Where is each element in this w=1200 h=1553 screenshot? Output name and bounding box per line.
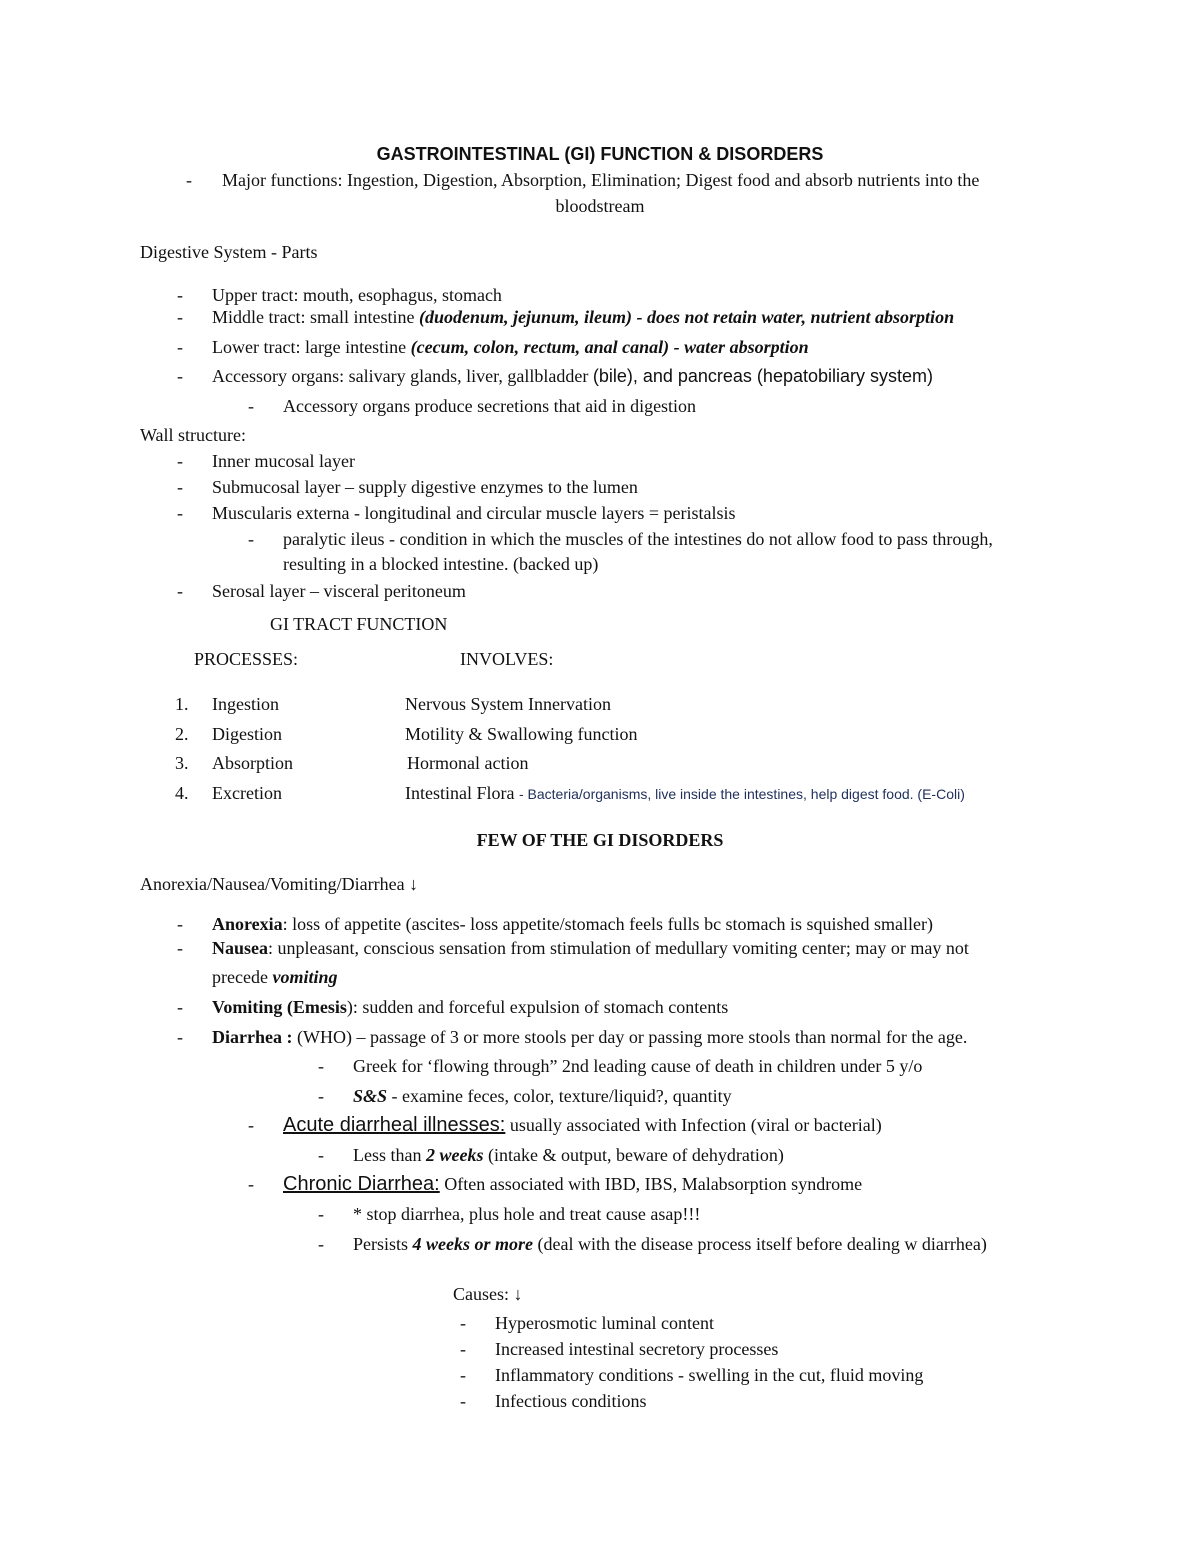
process-absorption: Absorption <box>212 753 293 773</box>
bullet-dash: - <box>177 997 183 1017</box>
bullet-dash: - <box>177 477 183 497</box>
process-ingestion: Ingestion <box>212 694 279 714</box>
middle-tract: Middle tract: small intestine (duodenum, jejunum, ileum) - does not retain water, nutrient absorption <box>212 307 955 327</box>
involves-digestion: Motility & Swallowing function <box>405 724 638 744</box>
bullet-dash: - <box>318 1234 324 1254</box>
bullet-dash: - <box>248 529 254 549</box>
acute-duration: Less than 2 weeks (intake & output, beware of dehydration) <box>353 1145 784 1165</box>
bullet-dash: - <box>177 285 183 305</box>
involves-excretion: Intestinal Flora - Bacteria/organisms, live inside the intestines, help digest food. (E-Coli) <box>405 783 965 803</box>
list-number: 1. <box>175 694 189 714</box>
involves-absorption: Hormonal action <box>407 753 529 773</box>
list-number: 3. <box>175 753 189 773</box>
wall-heading: Wall structure: <box>140 425 247 445</box>
paralytic-ileus-line-1: paralytic ileus - condition in which the muscles of the intestines do not allow food to pass through, <box>283 529 993 549</box>
bullet-dash: - <box>186 170 192 190</box>
paralytic-ileus-line-2: resulting in a blocked intestine. (backed up) <box>283 554 599 574</box>
bullet-dash: - <box>460 1339 466 1359</box>
bullet-dash: - <box>177 914 183 934</box>
intestinal-flora-note: - Bacteria/organisms, live inside the intestines, help digest food. (E-Coli) <box>518 786 965 802</box>
bullet-dash: - <box>460 1365 466 1385</box>
causes-heading: Causes: ↓ <box>453 1284 523 1304</box>
list-number: 2. <box>175 724 189 744</box>
bullet-dash: - <box>177 1027 183 1047</box>
involves-ingestion: Nervous System Innervation <box>405 694 611 714</box>
bullet-dash: - <box>460 1313 466 1333</box>
serosal-layer: Serosal layer – visceral peritoneum <box>212 581 466 601</box>
cause-item: Infectious conditions <box>495 1391 647 1411</box>
nausea-item-continued: precede vomiting <box>212 967 338 987</box>
accessory-organs: Accessory organs: salivary glands, liver, gallbladder (bile), and pancreas (hepatobiliary system) <box>212 366 933 386</box>
inner-mucosal-layer: Inner mucosal layer <box>212 451 355 471</box>
diarrhea-item: Diarrhea : (WHO) – passage of 3 or more stools per day or passing more stools than normal for the age. <box>212 1027 968 1047</box>
acute-diarrhea: Acute diarrheal illnesses: usually associated with Infection (viral or bacterial) <box>283 1114 882 1136</box>
accessory-organs-note: Accessory organs produce secretions that aid in digestion <box>283 396 697 416</box>
bullet-dash: - <box>177 337 183 357</box>
submucosal-layer: Submucosal layer – supply digestive enzymes to the lumen <box>212 477 638 497</box>
chronic-note: * stop diarrhea, plus hole and treat cause asap!!! <box>353 1204 701 1224</box>
chronic-diarrhea: Chronic Diarrhea: Often associated with IBD, IBS, Malabsorption syndrome <box>283 1173 863 1195</box>
bullet-dash: - <box>177 581 183 601</box>
process-excretion: Excretion <box>212 783 282 803</box>
bullet-dash: - <box>318 1086 324 1106</box>
diarrhea-greek: Greek for ‘flowing through” 2nd leading cause of death in children under 5 y/o <box>353 1056 923 1076</box>
digestive-heading: Digestive System - Parts <box>140 242 318 262</box>
bullet-dash: - <box>248 1115 254 1135</box>
bullet-dash: - <box>177 938 183 958</box>
upper-tract: Upper tract: mouth, esophagus, stomach <box>212 285 502 305</box>
disorders-heading: FEW OF THE GI DISORDERS <box>476 830 724 850</box>
bullet-dash: - <box>177 451 183 471</box>
lower-tract: Lower tract: large intestine (cecum, colon, rectum, anal canal) - water absorption <box>212 337 809 357</box>
middle-tract-emphasis: (duodenum, jejunum, ileum) - does not retain water, nutrient absorption <box>418 307 955 327</box>
cause-item: Increased intestinal secretory processes <box>495 1339 779 1359</box>
cause-item: Hyperosmotic luminal content <box>495 1313 714 1333</box>
cause-item: Inflammatory conditions - swelling in the cut, fluid moving <box>495 1365 924 1385</box>
bullet-dash: - <box>248 396 254 416</box>
bullet-dash: - <box>177 503 183 523</box>
bullet-dash: - <box>248 1174 254 1194</box>
nausea-item: Nausea: unpleasant, conscious sensation from stimulation of medullary vomiting center; may or may not <box>212 938 969 958</box>
bullet-dash: - <box>460 1391 466 1411</box>
disorders-subheading: Anorexia/Nausea/Vomiting/Diarrhea ↓ <box>140 874 419 894</box>
bullet-dash: - <box>318 1204 324 1224</box>
anorexia-item: Anorexia: loss of appetite (ascites- loss appetite/stomach feels fulls bc stomach is squished smaller) <box>212 914 934 934</box>
intro-line-1: Major functions: Ingestion, Digestion, Absorption, Elimination; Digest food and absorb nutrients into the <box>222 170 980 190</box>
signs-symptoms: S&S - examine feces, color, texture/liquid?, quantity <box>353 1086 732 1106</box>
chronic-duration: Persists 4 weeks or more (deal with the disease process itself before dealing w diarrhea) <box>353 1234 987 1254</box>
gi-function-heading: GI TRACT FUNCTION <box>270 614 448 634</box>
vomiting-item: Vomiting (Emesis): sudden and forceful expulsion of stomach contents <box>212 997 729 1017</box>
process-digestion: Digestion <box>212 724 282 744</box>
processes-column-header: PROCESSES: <box>194 649 299 669</box>
bullet-dash: - <box>318 1145 324 1165</box>
bullet-dash: - <box>177 366 183 386</box>
lower-tract-emphasis: (cecum, colon, rectum, anal canal) - water absorption <box>410 337 809 357</box>
bullet-dash: - <box>318 1056 324 1076</box>
muscularis-externa: Muscularis externa - longitudinal and circular muscle layers = peristalsis <box>212 503 736 523</box>
list-number: 4. <box>175 783 189 803</box>
document-title: GASTROINTESTINAL (GI) FUNCTION & DISORDERS <box>376 144 824 164</box>
bullet-dash: - <box>177 307 183 327</box>
involves-column-header: INVOLVES: <box>460 649 554 669</box>
intro-line-2: bloodstream <box>555 196 645 216</box>
